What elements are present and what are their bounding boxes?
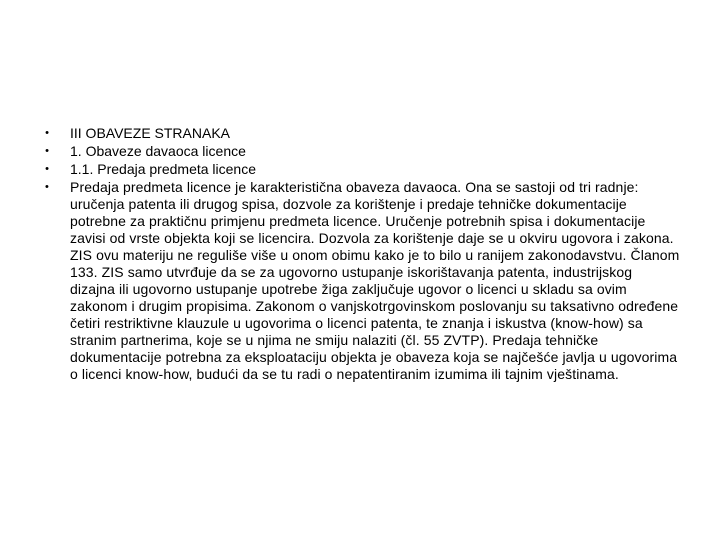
bullet-icon: • [45, 145, 49, 157]
bullet-item-subsubsection-title [40, 161, 680, 178]
bullet-item-subsection-title [40, 143, 680, 160]
bullet-item-text: III OBAVEZE STRANAKA [70, 125, 231, 141]
bullet-item-paragraph [40, 179, 680, 383]
bullet-icon: • [45, 127, 49, 139]
bullet-icon: • [45, 181, 49, 193]
bullet-list [40, 125, 680, 383]
bullet-item-section-title [40, 125, 680, 142]
bullet-item-text: Predaja predmeta licence je karakteristična obaveza davaoca. Ona se sastoji od tri radnje: uručenja patenta ili drugog spisa, dozvole za korištenje i predaje tehničke dokumentacije potrebne za praktičnu primjenu predmeta licence. Uručenje potrebnih spisa i dokumentacije zavisi od vrste objekta koji se licencira. Dozvola za korištenje daje se u okviru ugovora i zakona. ZIS ovu materiju ne reguliše više u onom obimu kako je to bilo u ranijem zakonodavstvu. Članom 133. ZIS samo utvrđuje da se za ugovorno ustupanje iskorištavanja patenta, industrijskog dizajna ili ugovorno ustupanje upotrebe žiga zaključuje ugovor o licenci u skladu sa ovim zakonom i drugim propisima. Zakonom o vanjskotrgovinskom poslovanju su taksativno određene četiri restriktivne klauzule u ugovorima o licenci patenta, te znanja i iskustva (know-how) sa stranim partnerima, koje se u njima ne smiju nalaziti (čl. 55 ZVTP). Predaja tehničke dokumentacije potrebna za eksploataciju objekta je obaveza koja se najčešće javlja u ugovorima o licenci know-how, budući da se tu radi o nepatentiranim izumima ili tajnim vještinama. [70, 179, 680, 382]
bullet-icon: • [45, 163, 49, 175]
bullet-item-text: 1. Obaveze davaoca licence [70, 143, 246, 159]
bullet-item-text: 1.1. Predaja predmeta licence [70, 161, 256, 177]
